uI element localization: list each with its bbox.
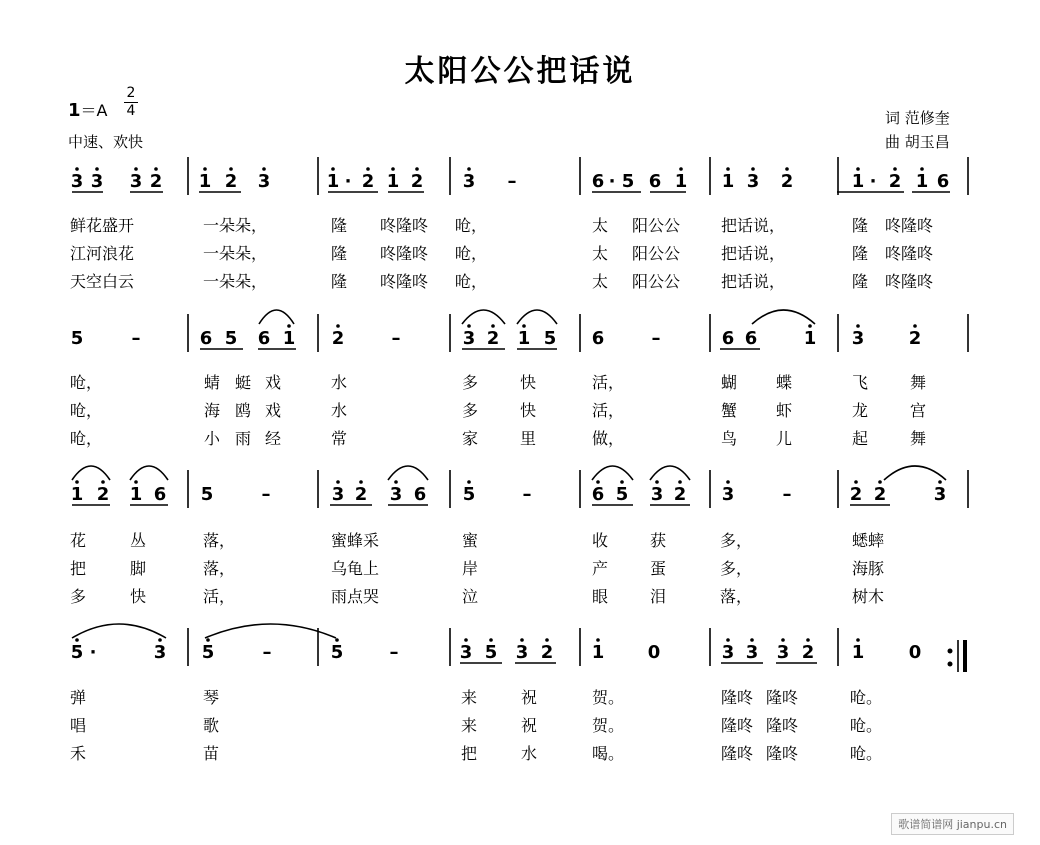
note: – bbox=[651, 328, 661, 349]
note: 2 bbox=[780, 171, 794, 192]
note: 2 bbox=[801, 642, 815, 663]
lyric-word: 泪 bbox=[650, 587, 667, 606]
note: 2 bbox=[410, 171, 424, 192]
lyric-word: 快 bbox=[520, 373, 537, 392]
note: 1 bbox=[674, 171, 688, 192]
repeat-dot bbox=[948, 649, 953, 654]
slur-arc bbox=[884, 466, 946, 480]
octave-dot bbox=[95, 167, 99, 171]
octave-dot-high bbox=[464, 638, 468, 642]
octave-dot-high bbox=[545, 638, 549, 642]
lyric-word: 脚 bbox=[130, 559, 147, 578]
watermark: 歌谱简谱网 jianpu.cn bbox=[891, 813, 1014, 835]
lyric-word: 乌龟上 bbox=[331, 559, 380, 578]
lyric-word: 咚隆咚 bbox=[885, 244, 934, 263]
lyric-word: 海 bbox=[204, 401, 221, 420]
lyric-word: 隆 bbox=[331, 216, 348, 235]
tempo-marking: 中速、欢快 bbox=[68, 133, 144, 151]
note: 3 bbox=[459, 642, 473, 663]
note: 3 bbox=[776, 642, 790, 663]
note: 6 bbox=[257, 328, 271, 349]
lyric-word: 隆 bbox=[852, 216, 869, 235]
lyric-word: 水 bbox=[331, 401, 348, 420]
octave-dot-high bbox=[854, 480, 858, 484]
lyric-word: 来 bbox=[461, 688, 478, 707]
lyric-word: 丛 bbox=[130, 531, 147, 550]
note: 1 bbox=[721, 171, 735, 192]
lyric-word: 蜓 bbox=[235, 373, 252, 392]
slur-arc bbox=[130, 466, 168, 480]
lyric-word: 唱 bbox=[70, 716, 87, 735]
lyric-word: 太 bbox=[592, 244, 609, 263]
octave-dot-high bbox=[287, 324, 291, 328]
lyric-word: 把 bbox=[461, 744, 478, 763]
octave-dot-high bbox=[726, 638, 730, 642]
lyric-word: 太 bbox=[592, 216, 609, 235]
octave-dot-high bbox=[203, 167, 207, 171]
lyric-word: 雨 bbox=[235, 429, 252, 448]
lyric-word: 岸 bbox=[462, 559, 479, 578]
octave-dot-high bbox=[520, 638, 524, 642]
octave-dot-high bbox=[920, 167, 924, 171]
note: 3 bbox=[933, 484, 947, 505]
note: 6 bbox=[199, 328, 213, 349]
lyric-word: 苗 bbox=[203, 744, 220, 763]
note: 1 bbox=[851, 642, 865, 663]
slur-arc bbox=[462, 310, 505, 324]
lyric-word: 快 bbox=[130, 587, 147, 606]
lyric-word: 贺。 bbox=[592, 716, 625, 735]
lyric-word: 一朵朵， bbox=[203, 216, 268, 235]
octave-dot-high bbox=[726, 480, 730, 484]
lyric-word: 舞 bbox=[910, 429, 927, 448]
lyric-word: 呛， bbox=[70, 373, 103, 392]
note: 1 bbox=[326, 171, 340, 192]
note: 1 bbox=[517, 328, 531, 349]
slur-arc bbox=[517, 310, 557, 324]
note: 3 bbox=[129, 171, 143, 192]
lyric-word: 呛， bbox=[455, 216, 488, 235]
lyric-word: 多 bbox=[462, 401, 479, 420]
note: 0 bbox=[908, 642, 922, 663]
slur-arc bbox=[650, 466, 690, 480]
octave-dot-high bbox=[678, 480, 682, 484]
lyric-word: 戏 bbox=[265, 373, 282, 392]
octave-dot-high bbox=[938, 480, 942, 484]
lyric-word: 阳公公 bbox=[632, 244, 681, 263]
lyric-word: 落， bbox=[720, 587, 753, 606]
octave-dot-high bbox=[391, 167, 395, 171]
lyric-word: 蝶 bbox=[776, 373, 793, 392]
octave-dot-high bbox=[359, 480, 363, 484]
octave-dot-high bbox=[394, 480, 398, 484]
note: 5 bbox=[70, 642, 84, 663]
lyric-word: 把话说， bbox=[721, 216, 786, 235]
lyric-word: 呛， bbox=[455, 244, 488, 263]
octave-dot-high bbox=[335, 638, 339, 642]
octave-dot-high bbox=[655, 480, 659, 484]
octave-dot-high bbox=[750, 638, 754, 642]
lyric-word: 咚隆咚 bbox=[380, 244, 429, 263]
octave-dot-high bbox=[596, 480, 600, 484]
lyric-word: 祝 bbox=[521, 688, 538, 707]
lyric-word: 家 bbox=[462, 429, 479, 448]
note: 2 bbox=[888, 171, 902, 192]
note: – bbox=[262, 642, 272, 663]
octave-dot-high bbox=[726, 167, 730, 171]
lyric-word: 里 bbox=[520, 429, 537, 448]
lyric-word: 做， bbox=[592, 429, 625, 448]
lyric-word: 贺。 bbox=[592, 688, 625, 707]
lyric-word: 龙 bbox=[852, 401, 869, 420]
note: 5 bbox=[462, 484, 476, 505]
page-title: 太阳公公把话说 bbox=[404, 54, 636, 89]
note: 1 bbox=[915, 171, 929, 192]
note: 3 bbox=[389, 484, 403, 505]
lyric-word: 把话说， bbox=[721, 244, 786, 263]
octave-dot-high bbox=[331, 167, 335, 171]
lyric-word: 隆 bbox=[852, 272, 869, 291]
slur-arc bbox=[72, 624, 166, 638]
lyric-word: 江河浪花 bbox=[70, 244, 135, 263]
note: 3 bbox=[515, 642, 529, 663]
lyric-word: 起 bbox=[852, 429, 869, 448]
note: 6 bbox=[744, 328, 758, 349]
lyric-word: 收 bbox=[592, 531, 609, 550]
lyric-word: 一朵朵， bbox=[203, 244, 268, 263]
octave-dot-high bbox=[75, 638, 79, 642]
lyric-word: 飞 bbox=[852, 373, 869, 392]
octave-dot-high bbox=[467, 324, 471, 328]
note: – bbox=[391, 328, 401, 349]
octave-dot-high bbox=[489, 638, 493, 642]
octave-dot bbox=[751, 167, 755, 171]
note: 2 bbox=[149, 171, 163, 192]
note: 1 bbox=[803, 328, 817, 349]
octave-dot-high bbox=[856, 324, 860, 328]
note: 2 bbox=[849, 484, 863, 505]
lyric-word: 隆 bbox=[331, 244, 348, 263]
note: 5 bbox=[543, 328, 557, 349]
octave-dot-high bbox=[878, 480, 882, 484]
lyric-word: 呛。 bbox=[850, 744, 883, 763]
octave-dot-high bbox=[467, 480, 471, 484]
note: 2 bbox=[673, 484, 687, 505]
note: 5 bbox=[70, 328, 84, 349]
note: 5 bbox=[200, 484, 214, 505]
note: · bbox=[869, 171, 877, 192]
note: 3 bbox=[851, 328, 865, 349]
octave-dot-high bbox=[679, 167, 683, 171]
octave-dot-high bbox=[336, 324, 340, 328]
note: 0 bbox=[647, 642, 661, 663]
lyric-word: 儿 bbox=[776, 429, 793, 448]
note: 6 bbox=[413, 484, 427, 505]
lyric-word: 蝴 bbox=[721, 373, 738, 392]
slur-arc bbox=[752, 310, 815, 324]
note: 3 bbox=[153, 642, 167, 663]
note: 3 bbox=[650, 484, 664, 505]
note: · bbox=[344, 171, 352, 192]
octave-dot bbox=[467, 167, 471, 171]
lyric-word: 落， bbox=[203, 559, 236, 578]
note: 6 bbox=[936, 171, 950, 192]
composer-credit: 曲 胡玉昌 bbox=[885, 133, 950, 151]
note: 5 bbox=[615, 484, 629, 505]
lyric-word: 获 bbox=[650, 531, 667, 550]
lyric-word: 蛋 bbox=[650, 559, 667, 578]
note: 3 bbox=[257, 171, 271, 192]
lyric-word: 多 bbox=[462, 373, 479, 392]
lyric-word: 活， bbox=[592, 373, 625, 392]
note: 1 bbox=[198, 171, 212, 192]
note: 2 bbox=[540, 642, 554, 663]
note: 5 bbox=[201, 642, 215, 663]
lyric-word: 落， bbox=[203, 531, 236, 550]
lyric-word: 经 bbox=[265, 429, 282, 448]
lyric-word: 呛， bbox=[70, 429, 103, 448]
note: 3 bbox=[331, 484, 345, 505]
note: 2 bbox=[486, 328, 500, 349]
lyric-word: 呛。 bbox=[850, 716, 883, 735]
lyric-word: 天空白云 bbox=[70, 272, 135, 291]
octave-dot-high bbox=[158, 638, 162, 642]
note: 5 bbox=[330, 642, 344, 663]
note: 3 bbox=[462, 328, 476, 349]
note: · bbox=[89, 642, 97, 663]
lyric-word: 隆咚 bbox=[766, 744, 799, 763]
note: 3 bbox=[745, 642, 759, 663]
lyric-word: 喝。 bbox=[592, 744, 625, 763]
octave-dot-high bbox=[522, 324, 526, 328]
time-sig-bottom: 4 bbox=[126, 103, 136, 119]
lyric-word: 歌 bbox=[203, 716, 220, 735]
lyric-word: 蟹 bbox=[721, 401, 738, 420]
octave-dot-high bbox=[491, 324, 495, 328]
lyric-word: 多， bbox=[720, 531, 753, 550]
note: – bbox=[389, 642, 399, 663]
octave-dot-high bbox=[366, 167, 370, 171]
lyric-word: 海豚 bbox=[852, 559, 885, 578]
lyric-word: 呛， bbox=[70, 401, 103, 420]
lyric-word: 隆咚 bbox=[721, 688, 754, 707]
lyric-word: 把 bbox=[70, 559, 87, 578]
lyric-word: 产 bbox=[592, 559, 609, 578]
lyric-word: 咚隆咚 bbox=[885, 272, 934, 291]
lyric-word: 舞 bbox=[910, 373, 927, 392]
note: 1 bbox=[591, 642, 605, 663]
note: – bbox=[261, 484, 271, 505]
octave-dot-high bbox=[134, 480, 138, 484]
lyric-word: 咚隆咚 bbox=[380, 272, 429, 291]
lyric-word: 虾 bbox=[776, 401, 793, 420]
note: 5 bbox=[224, 328, 238, 349]
note: – bbox=[782, 484, 792, 505]
lyric-word: 隆咚 bbox=[766, 716, 799, 735]
note: 6 bbox=[648, 171, 662, 192]
slur-arc bbox=[72, 466, 110, 480]
note: 3 bbox=[746, 171, 760, 192]
lyric-word: 多 bbox=[70, 587, 87, 606]
octave-dot bbox=[262, 167, 266, 171]
lyric-word: 咚隆咚 bbox=[380, 216, 429, 235]
slur-arc bbox=[388, 466, 428, 480]
note: 6 bbox=[153, 484, 167, 505]
note: 2 bbox=[361, 171, 375, 192]
lyric-word: 禾 bbox=[70, 744, 87, 763]
note: – bbox=[507, 171, 517, 192]
octave-dot-high bbox=[808, 324, 812, 328]
lyric-word: 鸥 bbox=[235, 401, 252, 420]
octave-dot-high bbox=[75, 480, 79, 484]
key-note: ＝A bbox=[80, 101, 108, 120]
octave-dot-high bbox=[781, 638, 785, 642]
lyric-word: 隆咚 bbox=[721, 716, 754, 735]
octave-dot-high bbox=[101, 480, 105, 484]
time-sig-top: 2 bbox=[126, 85, 136, 101]
key-tonic: 1 bbox=[68, 100, 81, 121]
lyric-word: 宫 bbox=[910, 401, 927, 420]
lyric-word: 雨点哭 bbox=[331, 587, 380, 606]
octave-dot bbox=[785, 167, 789, 171]
lyric-word: 来 bbox=[461, 716, 478, 735]
lyric-word: 阳公公 bbox=[632, 272, 681, 291]
note: 2 bbox=[331, 328, 345, 349]
note: 2 bbox=[354, 484, 368, 505]
octave-dot-high bbox=[596, 638, 600, 642]
octave-dot-high bbox=[893, 167, 897, 171]
lyric-word: 祝 bbox=[521, 716, 538, 735]
note: 6 bbox=[591, 328, 605, 349]
note: 6 bbox=[591, 484, 605, 505]
note: 5 bbox=[621, 171, 635, 192]
lyric-word: 水 bbox=[331, 373, 348, 392]
note: 5 bbox=[484, 642, 498, 663]
lyric-word: 蜜蜂采 bbox=[331, 531, 380, 550]
note: 2 bbox=[96, 484, 110, 505]
slur-arc bbox=[259, 310, 294, 324]
lyricist-credit: 词 范修奎 bbox=[885, 109, 950, 127]
octave-dot-high bbox=[856, 638, 860, 642]
octave-dot-high bbox=[229, 167, 233, 171]
lyric-word: 多， bbox=[720, 559, 753, 578]
note: 6 bbox=[591, 171, 605, 192]
lyric-word: 活， bbox=[203, 587, 236, 606]
lyric-word: 蟋蟀 bbox=[852, 531, 885, 550]
lyric-word: 咚隆咚 bbox=[885, 216, 934, 235]
lyric-word: 把话说， bbox=[721, 272, 786, 291]
lyric-word: 快 bbox=[520, 401, 537, 420]
note: 1 bbox=[129, 484, 143, 505]
note: 2 bbox=[873, 484, 887, 505]
lyric-word: 蜜 bbox=[462, 531, 479, 550]
note: – bbox=[522, 484, 532, 505]
lyric-word: 弹 bbox=[70, 688, 87, 707]
lyric-word: 水 bbox=[521, 744, 538, 763]
octave-dot-high bbox=[856, 167, 860, 171]
lyric-word: 常 bbox=[331, 429, 348, 448]
lyric-word: 太 bbox=[592, 272, 609, 291]
octave-dot bbox=[75, 167, 79, 171]
octave-dot-high bbox=[913, 324, 917, 328]
lyric-word: 阳公公 bbox=[632, 216, 681, 235]
octave-dot bbox=[134, 167, 138, 171]
note: 1 bbox=[70, 484, 84, 505]
note: 3 bbox=[721, 642, 735, 663]
lyric-word: 活， bbox=[592, 401, 625, 420]
lyric-word: 蜻 bbox=[204, 373, 221, 392]
lyric-word: 隆 bbox=[331, 272, 348, 291]
lyric-word: 泣 bbox=[462, 587, 479, 606]
repeat-dot bbox=[948, 662, 953, 667]
lyric-word: 呛。 bbox=[850, 688, 883, 707]
note: 2 bbox=[908, 328, 922, 349]
octave-dot-high bbox=[206, 638, 210, 642]
note: 3 bbox=[90, 171, 104, 192]
lyric-word: 鸟 bbox=[721, 429, 738, 448]
lyric-word: 花 bbox=[70, 531, 87, 550]
note: – bbox=[131, 328, 141, 349]
lyric-word: 小 bbox=[204, 429, 221, 448]
lyric-word: 戏 bbox=[265, 401, 282, 420]
lyric-word: 隆 bbox=[852, 244, 869, 263]
note: 1 bbox=[851, 171, 865, 192]
octave-dot-high bbox=[806, 638, 810, 642]
note: 1 bbox=[386, 171, 400, 192]
lyric-word: 眼 bbox=[592, 587, 609, 606]
note: · bbox=[608, 171, 616, 192]
note: 3 bbox=[70, 171, 84, 192]
lyric-word: 一朵朵， bbox=[203, 272, 268, 291]
lyric-word: 琴 bbox=[203, 688, 220, 707]
slur-arc bbox=[205, 624, 336, 638]
slur-arc bbox=[592, 466, 633, 480]
lyric-word: 呛， bbox=[455, 272, 488, 291]
note: 3 bbox=[462, 171, 476, 192]
lyric-word: 树木 bbox=[852, 587, 885, 606]
lyric-word: 鲜花盛开 bbox=[70, 216, 135, 235]
octave-dot-high bbox=[336, 480, 340, 484]
note: 1 bbox=[282, 328, 296, 349]
lyric-word: 隆咚 bbox=[721, 744, 754, 763]
note: 3 bbox=[721, 484, 735, 505]
octave-dot bbox=[154, 167, 158, 171]
octave-dot-high bbox=[620, 480, 624, 484]
note: 6 bbox=[721, 328, 735, 349]
note: 2 bbox=[224, 171, 238, 192]
lyric-word: 隆咚 bbox=[766, 688, 799, 707]
octave-dot-high bbox=[415, 167, 419, 171]
